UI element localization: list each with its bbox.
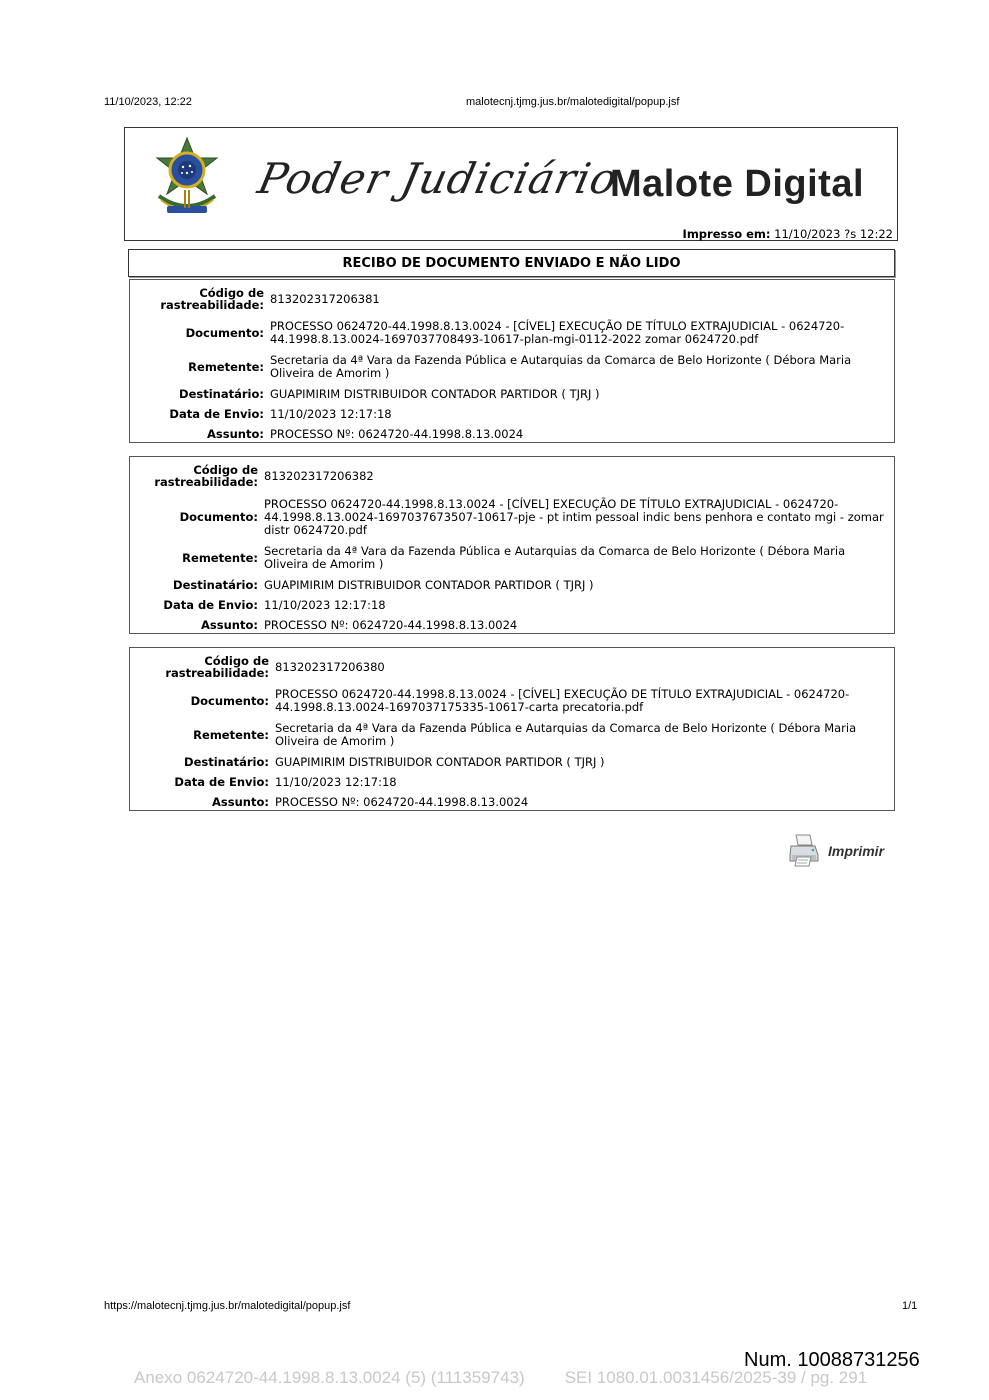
- browser-print-date: 11/10/2023, 12:22: [104, 96, 192, 108]
- codigo-value: 813202317206381: [270, 291, 380, 306]
- destinatario-label: Destinatário:: [179, 387, 264, 401]
- browser-footer-url: https://malotecnj.tjmg.jus.br/malotedigital/popup.jsf: [104, 1300, 351, 1312]
- receipt-card: [129, 456, 895, 634]
- assunto-label: Assunto:: [212, 795, 269, 809]
- remetente-label: Remetente:: [188, 360, 264, 374]
- remetente-label: Remetente:: [182, 551, 258, 565]
- brazil-coat-of-arms-icon: [147, 136, 227, 222]
- data-envio-label: Data de Envio:: [174, 775, 269, 789]
- destinatario-value: GUAPIMIRIM DISTRIBUIDOR CONTADOR PARTIDOR ( TJRJ ): [275, 754, 605, 769]
- document-number-stamp: Num. 10088731256: [744, 1349, 920, 1371]
- assunto-label: Assunto:: [207, 427, 264, 441]
- assunto-value: PROCESSO Nº: 0624720-44.1998.8.13.0024: [275, 794, 529, 809]
- browser-footer-page: 1/1: [902, 1300, 918, 1312]
- documento-value: PROCESSO 0624720-44.1998.8.13.0024 - [CÍVEL] EXECUÇÃO DE TÍTULO EXTRAJUDICIAL - 0624720-44.1998.8.13.0024-1697037175335-10617-carta precatoria.pdf: [275, 687, 850, 714]
- data-envio-value: 11/10/2023 12:17:18: [275, 774, 397, 789]
- print-button[interactable]: [788, 833, 892, 869]
- sei-page-watermark: SEI 1080.01.0031456/2025-39 / pg. 291: [564, 1368, 868, 1387]
- receipt-card: [129, 279, 895, 443]
- remetente-label: Remetente:: [193, 728, 269, 742]
- data-envio-value: 11/10/2023 12:17:18: [264, 597, 386, 612]
- codigo-label: Código de rastreabilidade:: [160, 286, 264, 312]
- remetente-value: Secretaria da 4ª Vara da Fazenda Pública e Autarquias da Comarca de Belo Horizonte ( Débora Maria Oliveira de Amorim ): [275, 721, 857, 748]
- documento-label: Documento:: [185, 326, 264, 340]
- printed-at-value: 11/10/2023 ?s 12:22: [774, 227, 893, 241]
- documento-label: Documento:: [179, 510, 258, 524]
- assunto-value: PROCESSO Nº: 0624720-44.1998.8.13.0024: [270, 426, 524, 441]
- destinatario-value: GUAPIMIRIM DISTRIBUIDOR CONTADOR PARTIDOR ( TJRJ ): [270, 386, 600, 401]
- documento-label: Documento:: [190, 694, 269, 708]
- malote-digital-wordmark: Malote Digital: [610, 163, 865, 205]
- header-banner: [124, 127, 898, 241]
- print-button-label[interactable]: Imprimir: [828, 843, 885, 859]
- destinatario-label: Destinatário:: [173, 578, 258, 592]
- data-envio-value: 11/10/2023 12:17:18: [270, 406, 392, 421]
- codigo-value: 813202317206382: [264, 468, 374, 483]
- printer-icon[interactable]: [788, 833, 820, 867]
- codigo-value: 813202317206380: [275, 659, 385, 674]
- printed-at-label: Impresso em:: [682, 227, 771, 241]
- data-envio-label: Data de Envio:: [169, 407, 264, 421]
- codigo-label: Código de rastreabilidade:: [154, 463, 258, 489]
- browser-print-url: malotecnj.tjmg.jus.br/malotedigital/popup.jsf: [466, 96, 680, 108]
- sei-watermark: [134, 1368, 867, 1388]
- data-envio-label: Data de Envio:: [163, 598, 258, 612]
- assunto-value: PROCESSO Nº: 0624720-44.1998.8.13.0024: [264, 617, 518, 632]
- codigo-label: Código de rastreabilidade:: [165, 654, 269, 680]
- documento-value: PROCESSO 0624720-44.1998.8.13.0024 - [CÍVEL] EXECUÇÃO DE TÍTULO EXTRAJUDICIAL - 0624720-44.1998.8.13.0024-1697037708493-10617-plan-mgi-0112-2022 zomar 0624720.pdf: [270, 319, 845, 346]
- receipt-card: [129, 647, 895, 811]
- anexo-watermark: Anexo 0624720-44.1998.8.13.0024 (5) (111359743): [134, 1368, 525, 1387]
- destinatario-label: Destinatário:: [184, 755, 269, 769]
- destinatario-value: GUAPIMIRIM DISTRIBUIDOR CONTADOR PARTIDOR ( TJRJ ): [264, 577, 594, 592]
- receipt-title: RECIBO DE DOCUMENTO ENVIADO E NÃO LIDO: [128, 249, 895, 277]
- remetente-value: Secretaria da 4ª Vara da Fazenda Pública e Autarquias da Comarca de Belo Horizonte ( Débora Maria Oliveira de Amorim ): [270, 353, 852, 380]
- documento-value: PROCESSO 0624720-44.1998.8.13.0024 - [CÍVEL] EXECUÇÃO DE TÍTULO EXTRAJUDICIAL - 0624720-44.1998.8.13.0024-1697037673507-10617-pje - pt intim pessoal indic bens penhora e contato mgi - zomar distr 0624720.pdf: [264, 496, 884, 537]
- remetente-value: Secretaria da 4ª Vara da Fazenda Pública e Autarquias da Comarca de Belo Horizonte ( Débora Maria Oliveira de Amorim ): [264, 544, 846, 571]
- poder-judiciario-wordmark: Poder Judiciário: [253, 154, 623, 203]
- printed-at: [683, 227, 893, 241]
- assunto-label: Assunto:: [201, 618, 258, 632]
